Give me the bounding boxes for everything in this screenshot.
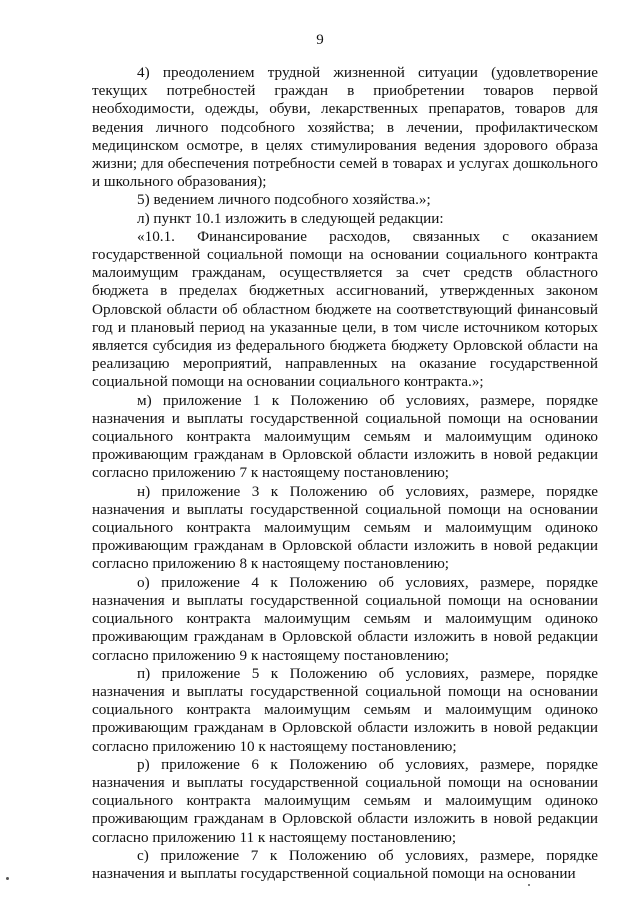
document-body [92, 64, 598, 883]
paragraph-item-5: 5) ведением личного подсобного хозяйства.»; [137, 191, 431, 209]
paragraph-point-l: л) пункт 10.1 изложить в следующей редакции: [137, 209, 444, 227]
scan-speck [6, 877, 9, 880]
paragraph-point-o: о) приложение 4 к Положению об условиях, размере, порядке назначения и выплаты государственной социальной помощи на основании социального контракта малоимущим семьям и малоимущим одиноко проживающим гражданам в Орловской области изложить в новой редакции согласно приложению 9 к настоящему постановлению; [92, 573, 598, 664]
paragraph-point-r: р) приложение 6 к Положению об условиях, размере, порядке назначения и выплаты государственной социальной помощи на основании социального контракта малоимущим семьям и малоимущим одиноко проживающим гражданам в Орловской области изложить в новой редакции согласно приложению 11 к настоящему постановлению; [92, 755, 598, 846]
paragraph-item-4: 4) преодолением трудной жизненной ситуации (удовлетворение текущих потребностей граждан в приобретении товаров первой необходимости, одежды, обуви, лекарственных препаратов, товаров для ведения личного подсобного хозяйства; в лечении, профилактическом медицинском осмотре, в целях стимулирования ведения здорового образа жизни; для обеспечения потребности семей в товарах и услугах дошкольного и школьного образования); [92, 64, 598, 191]
paragraph-point-n: н) приложение 3 к Положению об условиях, размере, порядке назначения и выплаты государственной социальной помощи на основании социального контракта малоимущим семьям и малоимущим одиноко проживающим гражданам в Орловской области изложить в новой редакции согласно приложению 8 к настоящему постановлению; [92, 482, 598, 573]
paragraph-point-s: с) приложение 7 к Положению об условиях, размере, порядке назначения и выплаты государственной социальной помощи на основании [92, 846, 598, 882]
paragraph-point-10-1: «10.1. Финансирование расходов, связанных с оказанием государственной социальной помощи на основании социального контракта малоимущим гражданам, осуществляется за счет средств областного бюджета в пределах бюджетных ассигнований, утвержденных законом Орловской области об областном бюджете на соответствующий финансовый год и плановый период на указанные цели, в том числе источником которых является субсидия из федерального бюджета бюджету Орловской области на реализацию мероприятий, направленных на оказание государственной социальной помощи на основании социального контракта.»; [92, 227, 598, 391]
paragraph-point-p: п) приложение 5 к Положению об условиях, размере, порядке назначения и выплаты государственной социальной помощи на основании социального контракта малоимущим семьям и малоимущим одиноко проживающим гражданам в Орловской области изложить в новой редакции согласно приложению 10 к настоящему постановлению; [92, 664, 598, 755]
paragraph-point-m: м) приложение 1 к Положению об условиях, размере, порядке назначения и выплаты государственной социальной помощи на основании социального контракта малоимущим семьям и малоимущим одиноко проживающим гражданам в Орловской области изложить в новой редакции согласно приложению 7 к настоящему постановлению; [92, 391, 598, 482]
scan-speck [528, 884, 530, 886]
page-number: 9 [316, 32, 324, 48]
